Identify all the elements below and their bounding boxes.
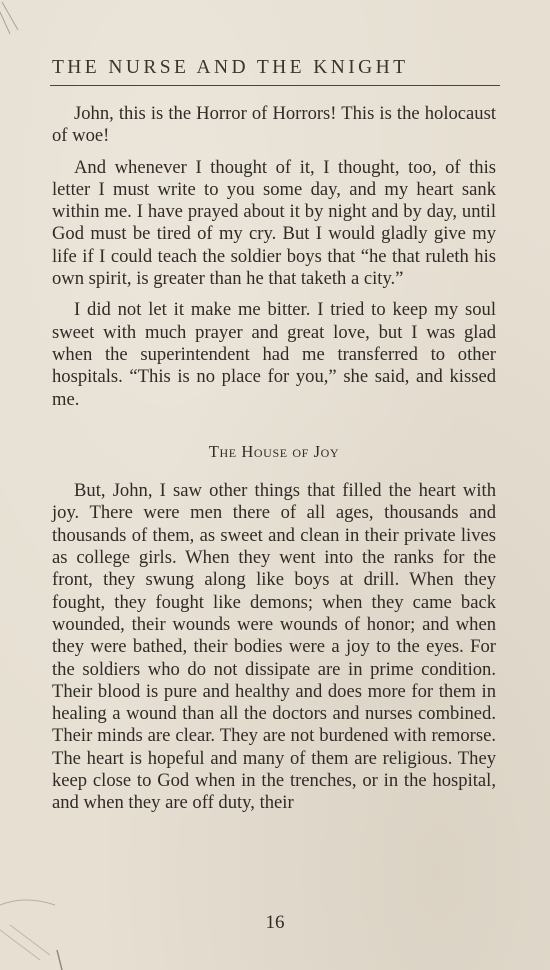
running-head: THE NURSE AND THE KNIGHT [52, 57, 409, 78]
section-heading: The House of Joy [208, 441, 340, 461]
page-number: 16 [265, 912, 285, 933]
paragraph: But, John, I saw other things that filled the heart with joy. There were men there of all ages, thousands and thousands of them, as sweet and clean in their private lives as college girls. When they went into the ranks for the front, they swung along like boys at drill. When they fought, they fought like demons; when they came back wounded, their wounds were wounds of honor; and when they were bathed, their bodies were a joy to the eyes. For the soldiers who do not dissipate are in prime condition. Their blood is pure and healthy and does more for them in healing a wound than all the doctors and nurses combined. Their minds are clear. They are not burdened with remorse. The heart is hopeful and many of them are religious. They keep close to God when in the trenches, or in the hospital, and when they are off duty, their [52, 480, 496, 814]
body-text [52, 103, 496, 824]
paragraph: I did not let it make me bitter. I tried to keep my soul sweet with much prayer and great love, but I was glad when the superintendent had me transferred to other hospitals. “This is no place for you,” she said, and kissed me. [52, 299, 496, 410]
header-rule [50, 85, 500, 86]
paragraph: John, this is the Horror of Horrors! This is the holocaust of woe! [52, 103, 496, 147]
paragraph: And whenever I thought of it, I thought, too, of this letter I must write to you some day, and my heart sank within me. I have prayed about it by night and by day, until God must be tired of my cry. But I would gladly give my life if I could teach the soldier boys that “he that ruleth his own spirit, is greater than he that taketh a city.” [52, 156, 496, 290]
